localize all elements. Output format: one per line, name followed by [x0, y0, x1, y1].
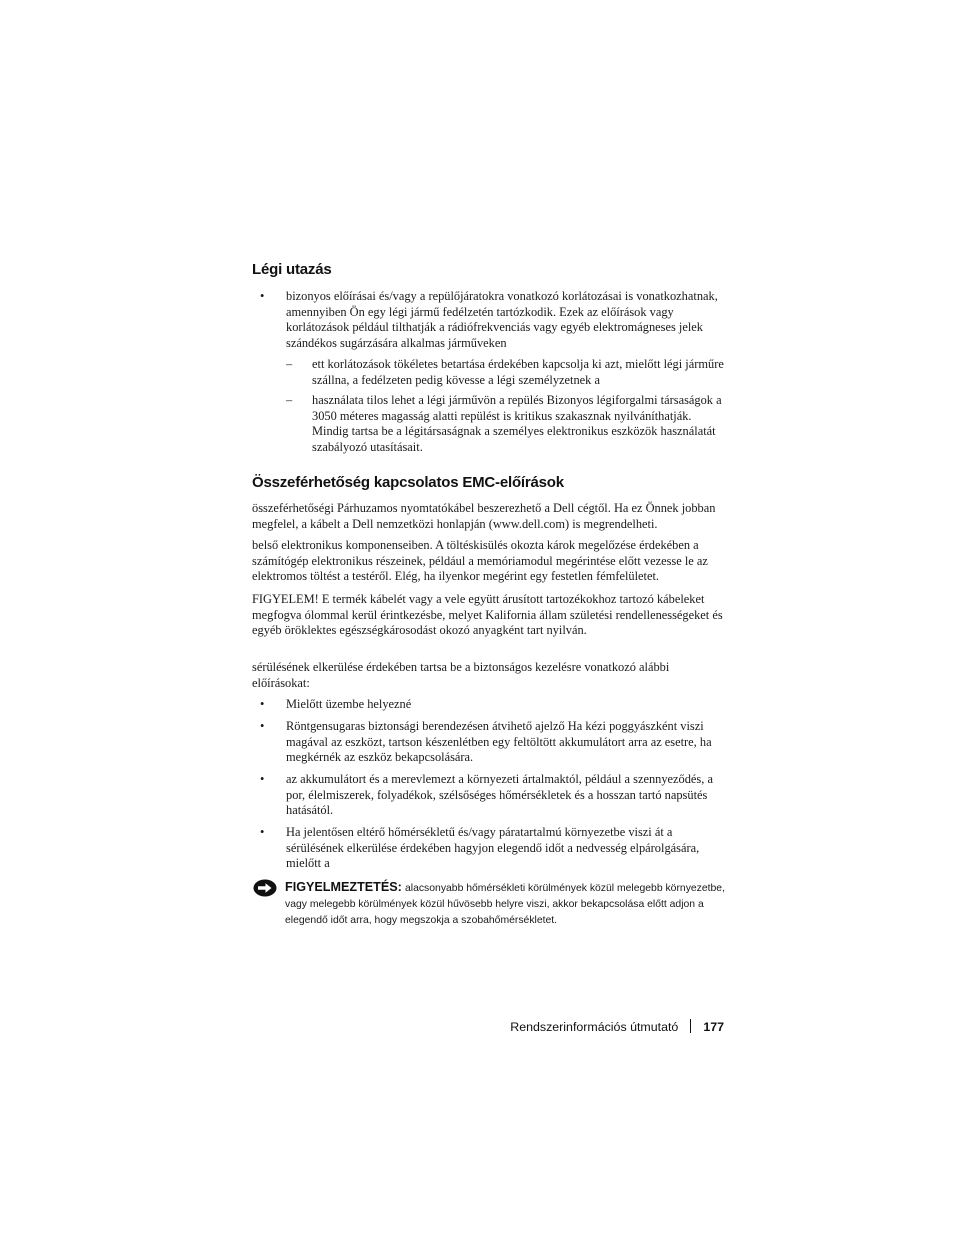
list-item-text: bizonyos előírásai és/vagy a repülőjáratokra vonatkozó korlátozásai is vonatkozhatnak, amennyiben Ön egy légi jármű fedélzetén tartózkodik. Ezek az előírások vagy korlátozások például tilthatják a rádiófrekvenciás vagy egyéb elektromágneses jelek szándékos sugárzására alkalmas járműveken	[286, 289, 718, 350]
list-item	[260, 719, 728, 767]
paragraph: FIGYELEM! E termék kábelét vagy a vele együtt árusított tartozékokhoz tartozó kábeleket megfogva ólommal kerül érintkezésbe, melyet Kalifornia állam születési rendellenességeket és egyéb öröklektes egészségkárosodást okozó anyagként tart nyilván.	[252, 592, 723, 638]
list-item	[260, 825, 728, 873]
list-item-text: Röntgensugaras biztonsági berendezésen átvihető ajelző Ha kézi poggyászként viszi magával az eszközt, tartson készenlétben egy feltöltött akkumulátort arra az esetre, ha megkérnék az eszköz bekapcsolására.	[286, 719, 712, 765]
bullet-mark: •	[260, 289, 265, 303]
list-item	[260, 289, 728, 353]
sub-list-item	[286, 393, 728, 457]
notice-label: FIGYELMEZTETÉS:	[285, 880, 402, 894]
bullet-mark: •	[260, 772, 265, 786]
list-item	[260, 772, 728, 820]
list-item-text: Mielőtt üzembe helyezné	[286, 697, 412, 711]
section-heading-air-travel: Légi utazás	[252, 261, 332, 278]
paragraph: belső elektronikus komponenseiben. A töltéskisülés okozta károk megelőzése érdekében a számítógép elektronikus részeinek, például a memóriamodul megérintése előtt vezesse le az elektromos töltést a testéről. Elég, ha ilyenkor megérint egy festetlen fémfelületet.	[252, 538, 708, 584]
bullet-mark: •	[260, 697, 265, 711]
page-number: 177	[703, 1020, 724, 1034]
dash-mark: –	[286, 357, 293, 371]
bullet-mark: •	[260, 719, 265, 733]
footer-separator	[690, 1019, 691, 1033]
sub-list-item-text: használata tilos lehet a légi járművön a repülés Bizonyos légiforgalmi társaságok a 3050 méteres magasság alatti repülést is kritikus szakasznak nyilváníthatják. Mindig tartsa be a légitársaságnak a személyes elektronikus eszközök használatát szabályozó utasításait.	[312, 393, 722, 454]
footer-title: Rendszerinformációs útmutató	[510, 1020, 679, 1034]
section-heading-emc: Összeférhetőség kapcsolatos EMC-előírások	[252, 474, 564, 491]
list-item-text: az akkumulátort és a merevlemezt a környezeti ártalmaktól, például a szennyeződés, a por, élelmiszerek, folyadékok, szélsőséges hőmérsékletek és a hosszan tartó napsütés hatásától.	[286, 772, 713, 818]
sub-list-item	[286, 357, 728, 389]
paragraph: összeférhetőségi Párhuzamos nyomtatókábel beszerezhető a Dell cégtől. Ha ez Önnek jobban megfelel, a kábelt a Dell nemzetközi honlapján (www.dell.com) is megrendelheti.	[252, 501, 716, 531]
list-item	[260, 697, 728, 713]
list-item-text: Ha jelentősen eltérő hőmérsékletű és/vagy páratartalmú környezetbe viszi át a sérülésének elkerülése érdekében hagyjon elegendő időt a nedvesség elpárolgására, mielőtt a	[286, 825, 700, 871]
bullet-mark: •	[260, 825, 265, 839]
sub-list-item-text: ett korlátozások tökéletes betartása érdekében kapcsolja ki azt, mielőtt légi járműre szállna, a fedélzeten pedig kövesse a légi személyzetnek a	[312, 357, 724, 387]
paragraph: sérülésének elkerülése érdekében tartsa be a biztonságos kezelésre vonatkozó alábbi előírásokat:	[252, 660, 670, 690]
notice-text: alacsonyabb hőmérsékleti körülmények közül melegebb környezetbe, vagy melegebb körülmények közül hűvösebb helyre viszi, akkor bekapcsolása előtt adjon a elegendő időt arra, hogy megszokja a szobahőmérsékletet.	[285, 883, 725, 926]
notice-icon	[253, 879, 277, 897]
dash-mark: –	[286, 393, 293, 407]
page-footer	[510, 1019, 724, 1034]
